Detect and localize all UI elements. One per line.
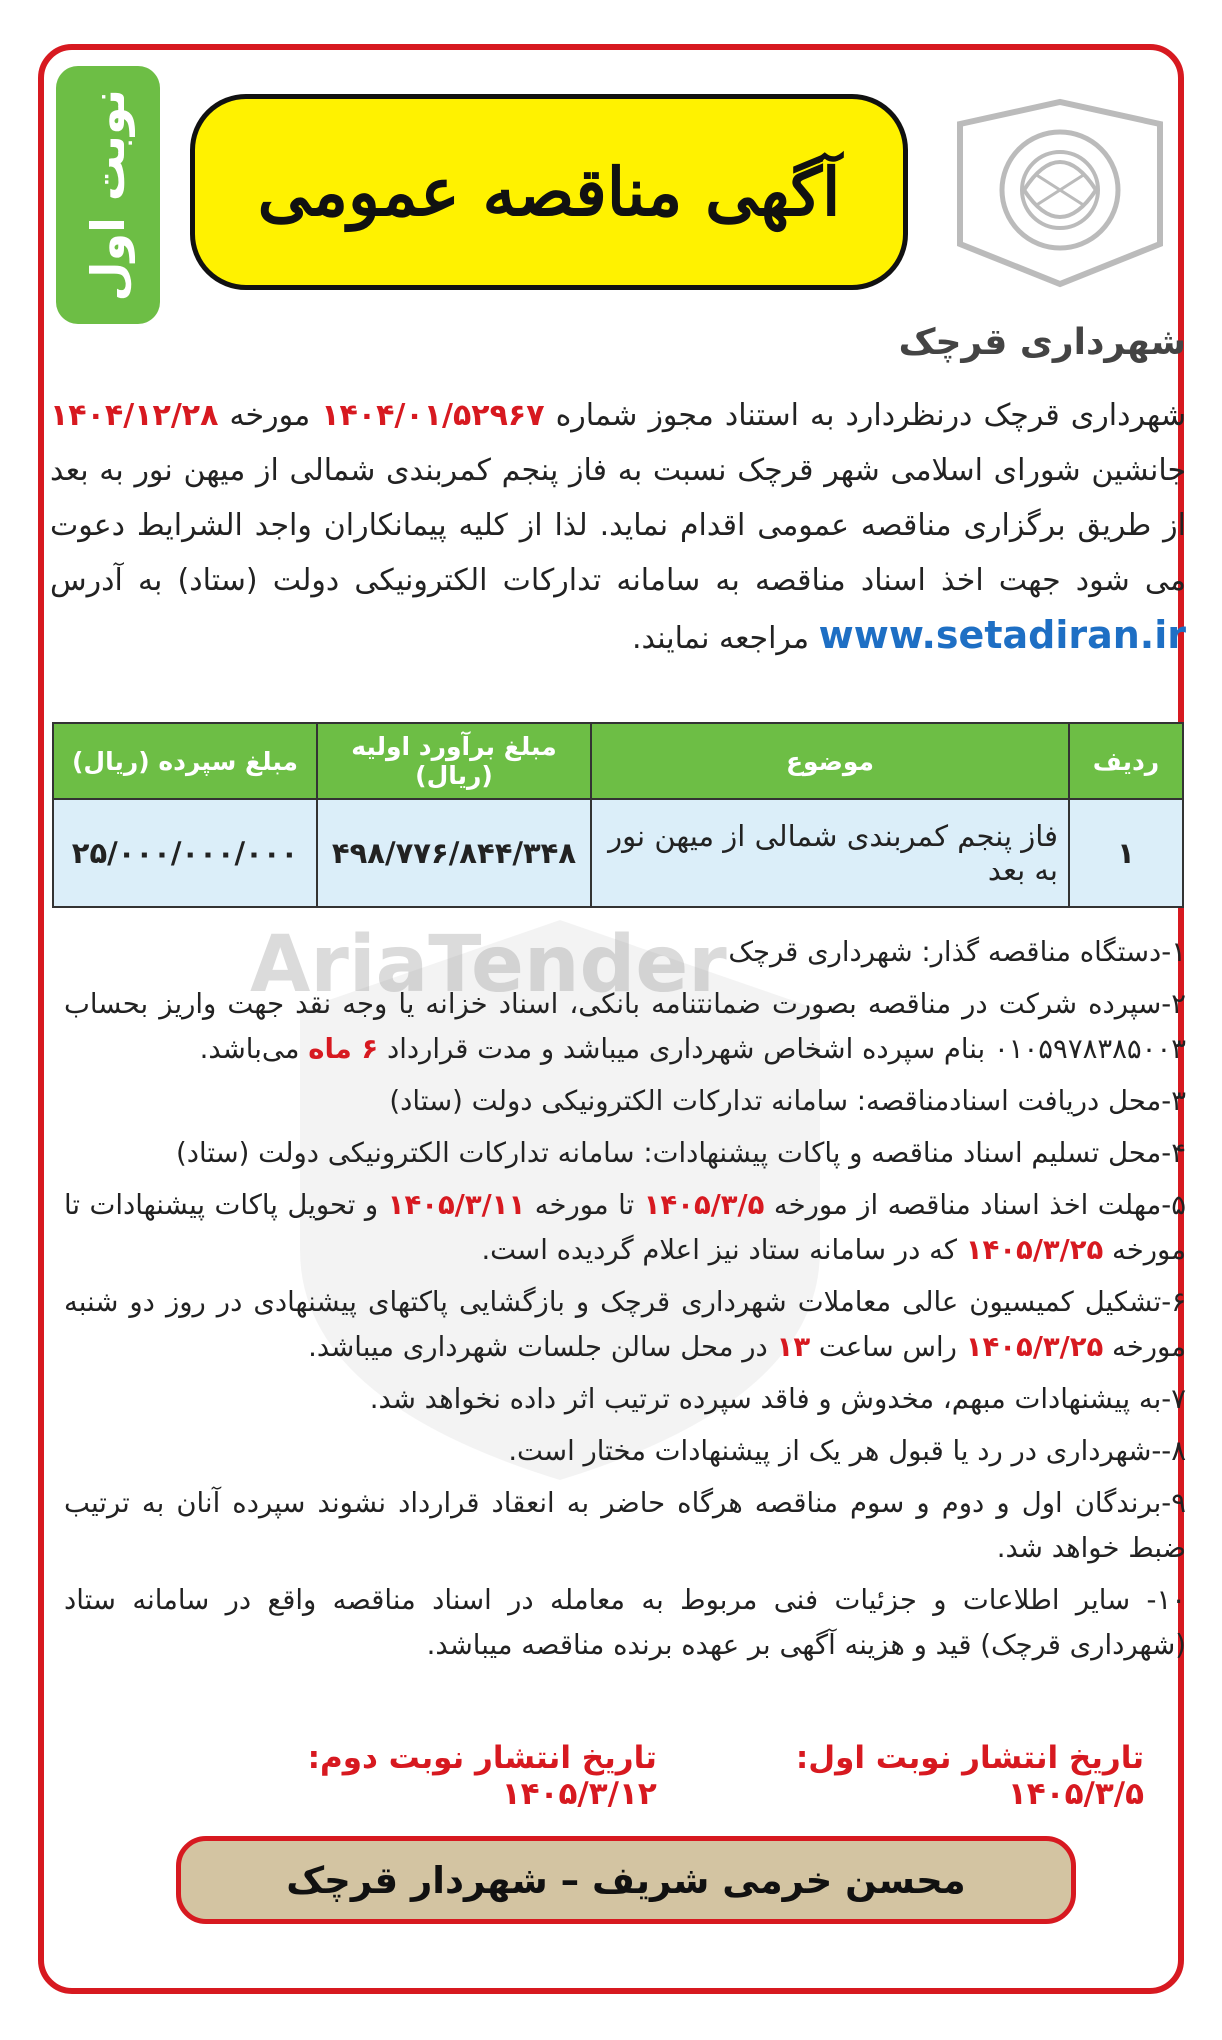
turn-badge: [56, 66, 160, 324]
condition-item: ۴-محل تسلیم اسناد مناقصه و پاکات پیشنهادات: سامانه تدارکات الکترونیکی دولت (ستاد): [175, 1137, 1186, 1169]
cell-estimate: ۴۹۸/۷۷۶/۸۴۴/۳۴۸: [317, 799, 591, 907]
signature: محسن خرمی شریف – شهردار قرچک: [286, 1858, 966, 1902]
publication-dates: [150, 1740, 1144, 1812]
municipality-logo-icon: [940, 94, 1180, 290]
intro-text-4: مراجعه نمایند.: [631, 621, 810, 656]
condition-item: ۵-مهلت اخذ اسناد مناقصه از مورخه ۱۴۰۵/۳/۵ تا مورخه ۱۴۰۵/۳/۱۱ و تحویل پاکات پیشنهادات تا مورخه ۱۴۰۵/۳/۲۵ که در سامانه ستاد نیز اعلام گردیده است.: [64, 1189, 1186, 1266]
conditions-list: [64, 930, 1186, 1675]
condition-item: ۸--شهرداری در رد یا قبول هر یک از پیشنهادات مختار است.: [508, 1435, 1186, 1467]
intro-paragraph: [50, 388, 1186, 666]
col-subject: موضوع: [591, 723, 1069, 799]
intro-text-1: شهرداری قرچک درنظردارد به استناد مجوز شماره: [555, 398, 1186, 433]
watermark-text: AriaTender: [250, 920, 727, 1010]
col-deposit: مبلغ سپرده (ریال): [53, 723, 317, 799]
permit-date: ۱۴۰۴/۱۲/۲۸: [50, 398, 219, 433]
condition-item: ۱۰- سایر اطلاعات و جزئیات فنی مربوط به معامله در اسناد مناقصه واقع در سامانه ستاد (شهرداری قرچک) قید و هزینه آگهی بر عهده برنده مناقصه میباشد.: [64, 1584, 1186, 1661]
table-row: [53, 799, 1183, 907]
second-publication: تاریخ انتشار نوبت دوم: ۱۴۰۵/۳/۱۲: [307, 1740, 657, 1812]
page-title: آگهی مناقصه عمومی: [257, 153, 841, 231]
cell-row: ۱: [1069, 799, 1183, 907]
signature-box: [176, 1836, 1076, 1924]
condition-item: ۲-سپرده شرکت در مناقصه بصورت ضمانتنامه بانکی، اسناد خزانه یا وجه نقد جهت واریز بحساب ۰۱۰۵۹۷۸۳۸۵۰۰۳ بنام سپرده اشخاص شهرداری میباشد و مدت قرارداد ۶ ماه می‌باشد.: [64, 988, 1186, 1065]
permit-number: ۱۴۰۴/۰۱/۵۲۹۶۷: [321, 398, 545, 433]
cell-deposit: ۲۵/۰۰۰/۰۰۰/۰۰۰: [53, 799, 317, 907]
website-link[interactable]: www.setadiran.ir: [818, 613, 1186, 657]
condition-item: ۹-برندگان اول و دوم و سوم مناقصه هرگاه حاضر به انعقاد قرارداد نشوند سپرده آنان به ترتیب ضبط خواهد شد.: [64, 1487, 1186, 1564]
condition-item: ۱-دستگاه مناقصه گذار: شهرداری قرچک: [728, 936, 1186, 968]
cell-subject: فاز پنجم کمربندی شمالی از میهن نور به بعد: [591, 799, 1069, 907]
intro-text-2: مورخه: [229, 398, 311, 433]
condition-item: ۷-به پیشنهادات مبهم، مخدوش و فاقد سپرده ترتیب اثر داده نخواهد شد.: [369, 1383, 1186, 1415]
tender-table: [52, 722, 1184, 908]
col-estimate: مبلغ برآورد اولیه (ریال): [317, 723, 591, 799]
col-row: ردیف: [1069, 723, 1183, 799]
intro-text-3: جانشین شورای اسلامی شهر قرچک نسبت به فاز پنجم کمربندی شمالی از میهن نور به بعد از طریق برگزاری مناقصه عمومی اقدام نماید. لذا از کلیه پیمانکاران واجد الشرایط دعوت می شود جهت اخذ اسناد مناقصه به سامانه تدارکات الکترونیکی دولت (ستاد) به آدرس: [50, 453, 1186, 598]
table-header-row: [53, 723, 1183, 799]
condition-item: ۳-محل دریافت اسنادمناقصه: سامانه تدارکات الکترونیکی دولت (ستاد): [389, 1085, 1186, 1117]
organization-name: شهرداری قرچک: [898, 322, 1186, 363]
title-box: [190, 94, 908, 290]
first-publication: تاریخ انتشار نوبت اول: ۱۴۰۵/۳/۵: [795, 1740, 1144, 1812]
turn-badge-label: نوبت اول: [81, 88, 135, 302]
condition-item: ۶-تشکیل کمیسیون عالی معاملات شهرداری قرچک و بازگشایی پاکتهای پیشنهادی در روز دو شنبه مورخه ۱۴۰۵/۳/۲۵ راس ساعت ۱۳ در محل سالن جلسات شهرداری میباشد.: [64, 1286, 1186, 1363]
